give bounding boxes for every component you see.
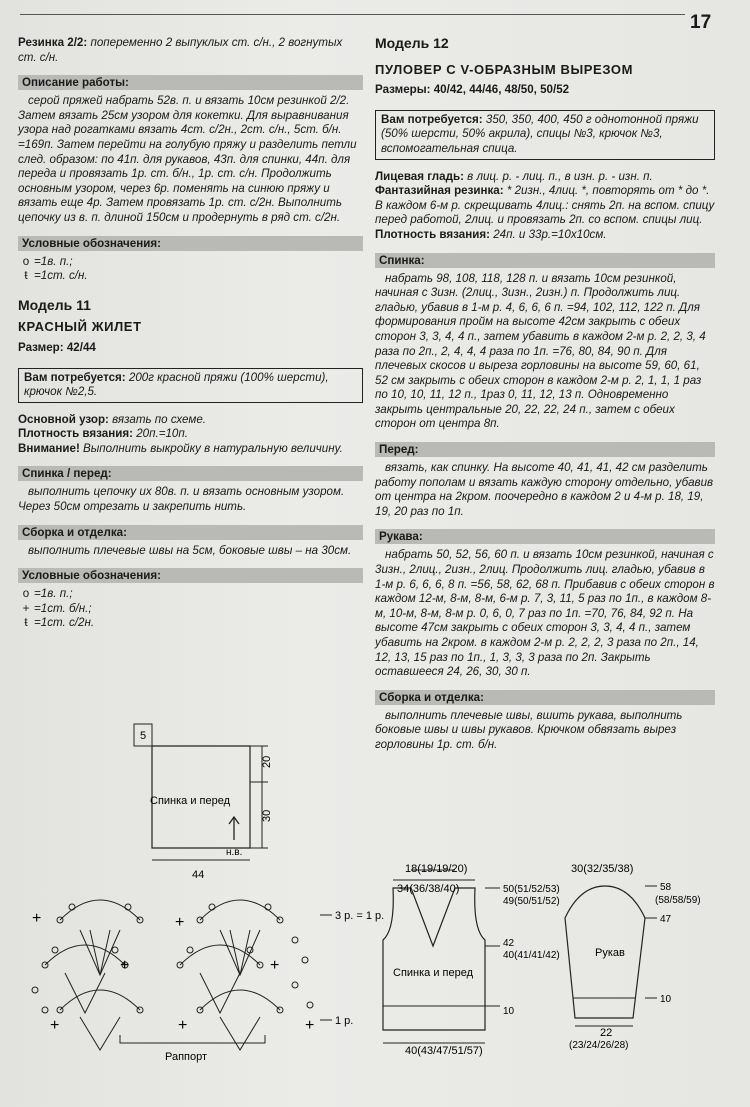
lower-height-label: 30	[261, 809, 273, 822]
width-label: 44	[192, 869, 205, 881]
fan-stitches	[220, 930, 260, 975]
row1-label: 1 р.	[335, 1015, 354, 1027]
model12-density: Плотность вязания: 24п. и 33р.=10х10см.	[375, 227, 607, 241]
model11-subtitle: КРАСНЫЙ ЖИЛЕТ	[18, 319, 142, 335]
legend2-item: o =1в. п.;	[18, 587, 363, 602]
svg-text:+: +	[270, 957, 280, 974]
double-treble-icon: ŧ	[24, 616, 28, 630]
sleeve-bottom-alt-label: (23/24/26/28)	[569, 1040, 629, 1051]
assembly-header: Сборка и отделка:	[18, 525, 363, 540]
svg-text:+: +	[178, 1017, 188, 1034]
fan	[200, 990, 280, 1010]
body-outline	[383, 888, 485, 1030]
work-desc-header: Описание работы:	[18, 75, 363, 90]
svg-text:+: +	[32, 910, 42, 927]
sleeve-height-alt-label: (58/58/59)	[655, 895, 701, 906]
chart-fans	[45, 900, 280, 1050]
model11-materials-box: Вам потребуется: 200г красной пряжи (100% шерсти), крючок №2,5.	[18, 368, 363, 403]
legend2-item: + =1ст. б/н.;	[18, 602, 363, 617]
shoulder-width-label: 34(36/38/40)	[397, 883, 460, 895]
bottom-width-label: 40(43/47/51/57)	[405, 1045, 483, 1057]
svg-text:+: +	[305, 1017, 315, 1034]
front-header: Перед:	[375, 442, 715, 457]
svg-text:+: +	[50, 1017, 60, 1034]
svg-text:+: +	[175, 914, 185, 931]
repeat-bracket	[120, 1035, 265, 1043]
legend2-item: ŧ =1ст. с/2н.	[18, 616, 363, 631]
sleeve-top-label: 30(32/35/38)	[571, 863, 634, 875]
fan-stitches	[200, 973, 240, 1013]
sleeve-label: Рукав	[595, 947, 625, 959]
model11-density: Плотность вязания: 20п.=10п.	[18, 427, 188, 441]
vest-schematic	[130, 720, 280, 885]
legend1-item: o =1в. п.;	[18, 255, 363, 270]
model11-size: Размер: 42/44	[18, 340, 96, 354]
rib-text: попеременно 2 выпуклых ст. с/н., 2 вогнутых ст. с/н.	[18, 36, 343, 64]
row3-label: 3 р. = 1 р.	[335, 910, 385, 922]
model12-sizes: Размеры: 40/42, 44/46, 48/50, 50/52	[375, 83, 570, 97]
fancy-rib: Фантазийная резинка: * 2изн., 4лиц. *, повторять от * до *. В каждом 6-м р. скрещивать 4лиц.: снять 2п. на вспом. спицу перед работой, 2лиц. и провязать 2п. со вспом. спицы лиц.	[375, 184, 715, 227]
neck-width-label: 18(19/19/20)	[405, 863, 468, 875]
header-rule	[20, 14, 685, 15]
knitting-direction-label: н.в.	[226, 847, 243, 858]
svg-text:+: +	[120, 957, 130, 974]
back-front-header: Спинка / перед:	[18, 466, 363, 481]
fan-stitches	[80, 1017, 120, 1050]
single-crochet-icon: +	[22, 601, 30, 615]
pullover-schematic	[375, 858, 720, 1058]
back-header: Спинка:	[375, 253, 715, 268]
front-text: вязать, как спинку. На высоте 40, 41, 41, 42 см разделить работу пополам и вязать каждую сторону отдельно, убавив от центра на 2кром. поочередно в каждом 2 и 4-м р. 18, 19, 19, 20 раз по 1п.	[375, 461, 714, 518]
model12-subtitle: ПУЛОВЕР С V-ОБРАЗНЫМ ВЫРЕЗОМ	[375, 61, 634, 77]
back-front-text: выполнить цепочку их 80в. п. и вязать основным узором. Через 50см отрезать и закрепить нить.	[18, 485, 345, 514]
sleeve-cap-height-label: 47	[660, 914, 672, 925]
stockinette: Лицевая гладь: в лиц. р. - лиц. п., в изн. р. - изн. п.	[375, 169, 653, 183]
height-total-label: 50(51/52/53)	[503, 884, 560, 895]
crochet-chart	[20, 885, 385, 1065]
sleeves-header: Рукава:	[375, 529, 715, 544]
height-rib-label: 10	[503, 1006, 515, 1017]
schematic-label: Спинка и перед	[150, 795, 231, 807]
rib-title: Резинка 2/2:	[18, 36, 88, 49]
height-shoulder-label: 49(50/51/52)	[503, 896, 560, 907]
right-column	[375, 36, 715, 753]
legend1-header: Условные обозначения:	[18, 236, 363, 251]
height-v-label: 42	[503, 938, 515, 949]
left-column	[18, 36, 363, 631]
assembly-text: выполнить плечевые швы на 5см, боковые швы – на 30см.	[28, 543, 352, 557]
model12-materials-box: Вам потребуется: 350, 350, 400, 450 г однотонной пряжи (50% шерсти, 50% акрила), спицы №3, крючок №3, вспомогательная спица.	[375, 110, 715, 160]
body-label: Спинка и перед	[393, 967, 474, 979]
sleeve-height-label: 58	[660, 882, 672, 893]
chain-stitch-icon: o	[22, 587, 30, 601]
rib-paragraph	[18, 36, 363, 65]
sleeve-rib-height-label: 10	[660, 994, 672, 1005]
assembly12-text: выполнить плечевые швы, вшить рукава, выполнить боковые швы и швы рукавов. Крючком обвязать вырез горловины 1р. ст. б/н.	[375, 708, 683, 751]
single-crochet-marks	[32, 910, 314, 1034]
model12-title: Модель 12	[375, 35, 449, 51]
fan	[60, 990, 140, 1010]
page-number: 17	[690, 12, 712, 33]
back-text: набрать 98, 108, 118, 128 п. и вязать 10см резинкой, начиная с 3изн. (2лиц., 3изн., 2изн.) п. Продолжить лиц. гладью, убавив в 1-м р. 4, 6, 6, 6 п. =94, 102, 112, 122 п. Для формирования пройм на высоте 42см закрыть с обеих сторон 3, 3, 4, 4 п., затем убавить в каждом 2-м р. 2, 2, 3, 4 раза по 2п., 2, 4, 4, 4 раза по 1п. =76, 80, 84, 90 п. Для плечевых скосов и выреза горловины на высоте 59, 60, 61, 52 см закрыть с обеих сторон в каждом 2-м р. 2, 1, 1, 1 раз по 10, 10, 11, 12 п., 1раз 0, 11, 12, 13 п. Одновременно закрыть центральные 20, 22, 22, 24 п., затем с обеих сторон от центра 8п.	[375, 271, 706, 431]
assembly12-header: Сборка и отделка:	[375, 690, 715, 705]
main-pattern: Основной узор: вязать по схеме.	[18, 412, 206, 426]
shoulder-width-label: 5	[140, 730, 147, 742]
work-desc-text: серой пряжей набрать 52в. п. и вязать 10см резинкой 2/2. Затем вязать 25см узором для кокетки. Для выравнивания узора над рогатками вязать 4ст. с/2н., 2ст. с/н., 5ст. б/н. =169п. Затем перейти на голубую пряжу и разделить петли след. образом: по 41п. для рукавов, 43п. для спинки, 44п. для переда и провязать 1р. ст. б/н., 1р. ст. с/н. Продолжить основным узором, через 6р. поменять на синюю пряжу и вязать еще 4р. Затем провязать 1р. ст. с/2н. Выполнить цепочку из в. п. длиной 150см и продернуть в ряд ст. с/2н.	[18, 94, 357, 224]
attention-note: Внимание! Выполнить выкройку в натуральную величину.	[18, 441, 343, 455]
upper-height-label: 20	[261, 755, 273, 768]
fan-stitches	[220, 1017, 260, 1050]
double-crochet-icon: ŧ	[24, 269, 28, 283]
sleeves-text: набрать 50, 52, 56, 60 п. и вязать 10см резинкой, начиная с 3изн., 2лиц., 2изн., 2лиц. Продолжить лиц. гладью, убавив в 1-м р. 6, 6, 6, 8 п. =56, 58, 62, 68 п. Прибавив с обеих сторон в каждом 12-м, 8-м, 8-м, 6-м р. 7, 3, 11, 5 раз по 1п., в каждом 8-м, 10-м, 8-м, 8-м р. 0, 6, 0, 7 раз по 1п. =70, 76, 84, 92 п. На высоте 47см закрыть с обеих сторон 3, 3, 4, 4 п., затем убавить на 2кром. в каждом 2-м р. 2, 2, 2, 3 раза по 2п., 14, 12, 13, 15 раз по 1п., 1, 3, 3, 3 раза по 2п. Закрыть оставшееся 24, 26, 30, 30 п.	[375, 548, 715, 679]
model11-title: Модель 11	[18, 296, 91, 313]
legend1-item: ŧ =1ст. с/н.	[18, 269, 363, 284]
sleeve-bottom-label: 22	[600, 1027, 613, 1039]
chain-stitch-icon: o	[22, 254, 30, 268]
repeat-label: Раппорт	[165, 1051, 208, 1063]
legend2-header: Условные обозначения:	[18, 568, 363, 583]
height-armhole-label: 40(41/41/42)	[503, 950, 560, 961]
